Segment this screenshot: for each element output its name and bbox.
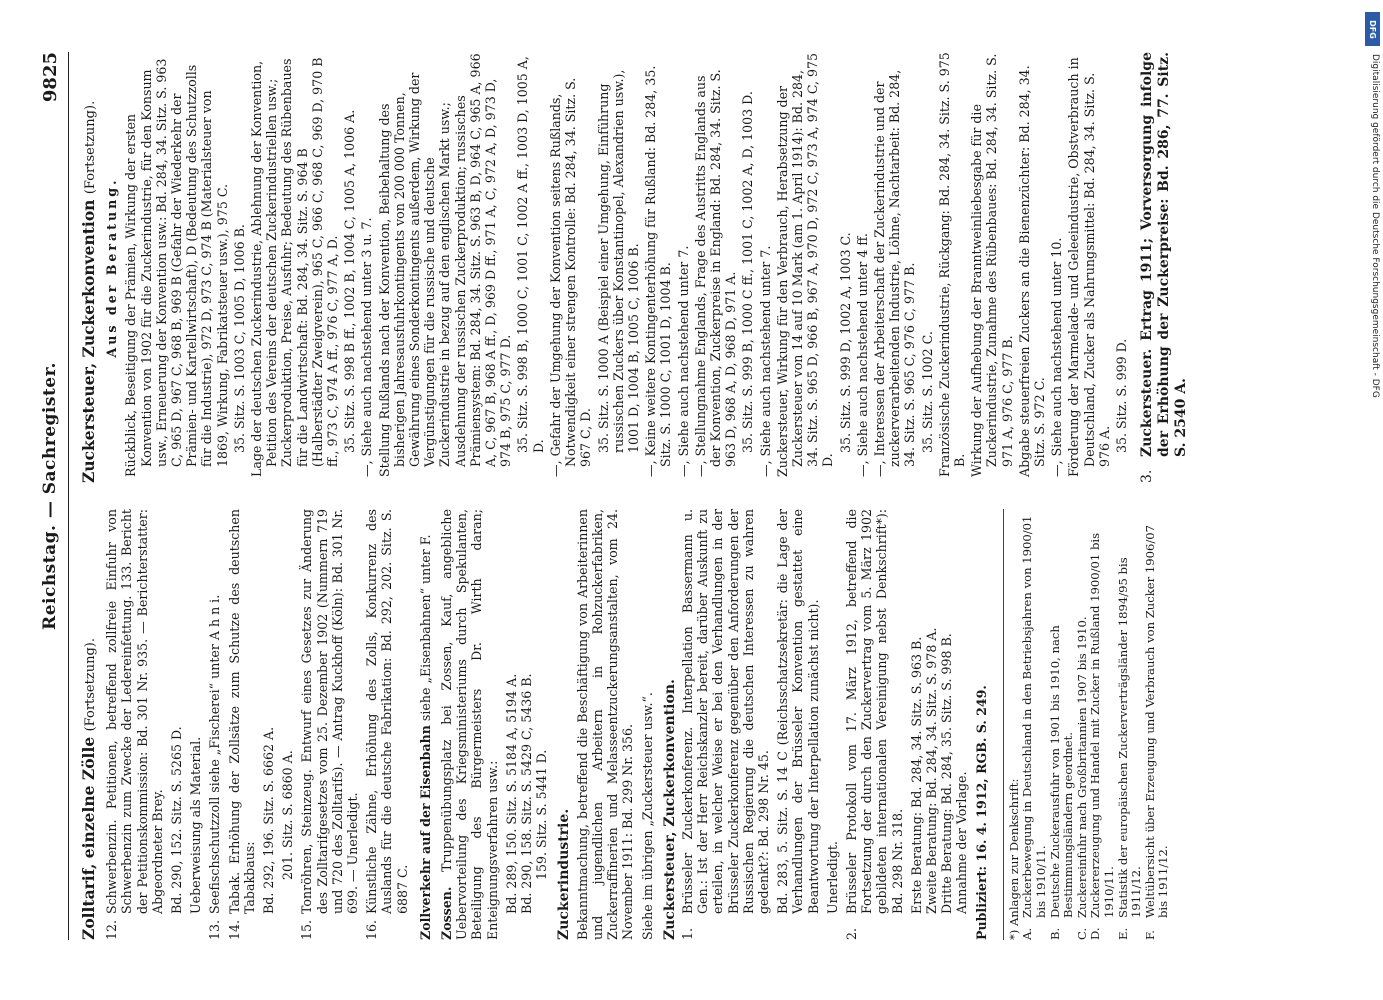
index-entry: Lage der deutschen Zuckerindustrie, Ablehnung der Konvention, Petition des Vereins der deutschen Zuckerindustriellen usw.; Zuckerproduktion, Preise, Ausfuhr; Bedeutung des Rübenbaues für die Landwirtschaft: Bd. 284, 34. Sitz. S. 964 B (Halberstädter Zweigverein), 965 C, 966 C, 968 C, 969 D, 970 B ff., 973 C, 974 A ff., 976 C, 977 A, D. <box>249 57 341 477</box>
index-entry: —, Stellungnahme Englands, Frage des Austritts Englands aus der Konvention, Zuckerpreise in England: Bd. 284, 34. Sitz. S. 963 D, 968 A, D, 968 D, 971 A. <box>692 69 739 477</box>
index-entry: —, Interessen der Arbeiterschaft der Zuckerindustrie und der zuckerverarbeitenden Industrie, Löhne, Nachtarbeit: Bd. 284, 34. Sitz. S. 965 C, 976 C, 977 B. <box>871 69 918 477</box>
dfg-logo-text: DFG <box>1368 19 1378 39</box>
index-entry: —, Siehe auch nachstehend unter 7. <box>757 245 773 477</box>
dfg-logo <box>1365 12 1380 46</box>
reference: 35. Sitz. S. 999 D, 1002 A, 1003 C. <box>837 232 853 453</box>
entry-text: Brüsseler Zuckerkonferenz. Interpellation Bassermann u. Gen.: Ist der Herr Reichskanzler bereit, darüber Auskunft zu erteilen, in welcher Weise er bei den Verhandlungen in der Brüsseler Zuckerkonferenz gegenüber den Anforderungen der Russischen Regierung die deutschen Interessen zu wahren gedenkt?: Bd. 298 Nr. 45. <box>679 509 771 914</box>
reference: 35. Sitz. S. 1003 C, 1005 D, 1006 B. <box>231 224 247 453</box>
entry-number: 1. <box>679 927 695 940</box>
reference: 35. Sitz. S. 998 B ff., 1002 B, 1004 C, 1005 A, 1006 A. <box>342 109 358 453</box>
reference: Annahme der Vorlage. <box>954 771 970 914</box>
entry-number: 3. <box>1139 469 1156 483</box>
page-number: 9825 <box>40 52 61 103</box>
reference: Zweite Beratung: Bd. 284, 34. Sitz. S. 978 A. <box>923 627 939 914</box>
zuckerindustrie-text: Bekanntmachung, betreffend die Beschäftigung von Arbeiterinnen und jugendlichen Arbeitern in Rohzuckerfabriken, Zuckerraffinerien und Melasseentzuckerungsanstalten, vom 24. November 1911: Bd. 299 Nr. 356. <box>574 509 636 940</box>
zuckersteuer-heading: Zuckersteuer, Zuckerkonvention. <box>661 679 678 940</box>
entry-text: Brüsseler Protokoll vom 17. März 1912, betreffend die Fortsetzung der durch den Zuckervertrag vom 5. März 1902 gebildeten internationalen Vereinigung nebst Denkschrift*): Bd. 298 Nr. 318. <box>843 509 905 914</box>
entry-number: 15. <box>299 919 315 940</box>
footnote-item <box>1021 509 1048 940</box>
footnote-text: Deutsche Zuckerausfuhr von 1901 bis 1910, nach Bestimmungsländern geordnet. <box>1047 625 1076 918</box>
entry-15 <box>299 509 360 940</box>
running-head-title: Reichstag. — Sachregister. <box>40 362 60 630</box>
footnote-text: Weltübersicht über Erzeugung und Verbrauch von Zucker 1906/07 bis 1911/12. <box>1142 524 1171 918</box>
reference: Bd. 283, 5. Sitz. S. 14 C (Reichsschatzsekretär: die Lage der Verhandlungen der Brüsseler Konvention gestattet eine Beantwortung der Interpellation zunächst nicht). <box>775 509 821 914</box>
subsection-heading: Aus der Beratung. <box>104 177 120 358</box>
reference: Unerledigt. <box>824 841 840 914</box>
index-entry: Rückblick, Beseitigung der Prämien, Wirkung der ersten Konvention von 1902 für die Zuckerindustrie, für den Konsum usw., Erneuerung der Konvention usw.: Bd. 284, 34. Sitz. S. 963 C, 965 D, 967 C, 968 B, 969 B (Gefahr der Wiederkehr der Prämien- und Kartellwirtschaft), D (Bedeutung des Schutzzolls für die Industrie), 972 D, 973 C, 974 B (Materialsteuer von 1869, Wirkung, Fabrikatsteuer usw.), 975 C. <box>123 58 230 477</box>
footnote-text: Zuckererzeugung und Handel mit Zucker in Rußland 1900/01 bis 1910/11. <box>1088 532 1116 918</box>
reference: Bd. 289, 150. Sitz. S. 5184 A, 5194 A. <box>503 673 519 914</box>
entry-text: Tonröhren, Steinzeug. Entwurf eines Gesetzes zur Änderung des Zolltarifgesetzes vom 25. Dezember 1902 (Nummern 719 und 720 des Zolltarifs). — Antrag Kuckhoff (Köln): Bd. 301 Nr. 699. — Unerledigt. <box>299 509 361 914</box>
digitization-note <box>1364 12 1380 988</box>
footnote-item <box>1144 509 1171 940</box>
index-entry: Französische Zuckerindustrie, Rückgang: Bd. 284, 34. Sitz. S. 975 B. <box>936 52 967 477</box>
index-entry: —, Siehe auch nachstehend unter 7. <box>675 245 691 477</box>
zuckerindustrie-see-also: Siehe im übrigen „Zuckersteuer usw.“. <box>639 692 655 940</box>
entry-number: 13. <box>207 919 223 940</box>
footnote <box>1003 509 1171 940</box>
footnote-letter: E. <box>1115 927 1130 940</box>
reference: Bd. 290, 152. Sitz. S. 5265 D. <box>169 726 185 914</box>
footnote-letter: C. <box>1074 927 1089 940</box>
zollverkehr-entry <box>418 509 433 940</box>
reference: 159. Sitz. S. 5441 D. <box>534 749 550 880</box>
index-entry: —, Siehe auch nachstehend unter 3 u. 7. <box>359 217 375 477</box>
reference: 35. Sitz. S. 1002 C. <box>919 331 935 453</box>
footnote-letter: A. <box>1020 927 1035 940</box>
zollverkehr-reference: siehe „Eisenbahnen“ unter F. <box>417 534 433 722</box>
zollverkehr-heading: Zollverkehr auf der Eisenbahn <box>417 725 433 940</box>
entry-1 <box>680 509 771 940</box>
footnote-letter: B. <box>1047 927 1062 940</box>
entry-text: Schwerbenzin. Petitionen, betreffend zollfreie Einfuhr von Schwerbenzin zum Zwecke der Ledereinfettung. 133. Bericht der Petitionskommission: Bd. 301 Nr. 935. — Berichterstatter: Abgeordneter Brey. <box>104 509 165 914</box>
zuckerindustrie-heading: Zuckerindustrie. <box>556 808 573 940</box>
footnote-title: *) Anlagen zur Denkschrift: <box>1006 778 1021 940</box>
entry-text: Seefischschutzzoll siehe „Fischerei“ unter A h n i. <box>207 594 223 914</box>
running-head <box>40 52 69 940</box>
index-entry: Stellung Rußlands nach der Konvention, Beibehaltung des bisherigen Jahresausfuhrkontingents von 200 000 Tonnen, Gewährung eines Sonderkontingents außerdem, Wirkung der Vergünstigungen für die russische und deutsche Zuckerindustrie in bezug auf den englischen Markt usw.; Ausdehnung der russischen Zuckerproduktion; russisches Prämiensystem: Bd. 284, 34. Sitz. S. 963 B, D, 964 C, 965 A, 966 A, C, 967 B, 968 A ff., D, 969 D ff., 971 A, C, 972 A, D, 973 D, 974 B, 975 C, 977 D. <box>376 53 514 477</box>
heading-continuation: (Fortsetzung). <box>83 100 98 195</box>
reference: 35. Sitz. S. 998 B, 1000 C, 1001 C, 1002 A ff., 1003 D, 1005 A, D. <box>515 56 546 453</box>
footnote-item <box>1117 509 1144 940</box>
entry-number: 12. <box>104 919 120 940</box>
digitization-credit: Digitalisierung gefördert durch die Deutsche Forschungsgemeinschaft - DFG <box>1370 54 1380 398</box>
heading-text: Zuckersteuer, Zuckerkonvention <box>79 199 98 483</box>
index-entry: Zuckersteuer, Wirkung für den Verbrauch, Herabsetzung der Zuckersteuer von 14 auf 10 Mark (am 1. April 1914): Bd. 284, 34. Sitz. S. 965 D, 966 B, 967 A, 970 D, 972 C, 973 A, 974 C, 975 D. <box>774 52 836 477</box>
entry-12 <box>104 509 165 940</box>
zossen-entry <box>439 509 500 940</box>
entry-14 <box>227 509 257 940</box>
section-heading <box>81 52 98 483</box>
entry-number: 16. <box>364 919 380 940</box>
right-column <box>79 52 1194 483</box>
reference: 35. Sitz. S. 999 B, 1000 C ff., 1001 C, 1002 A, D, 1003 D. <box>740 91 756 453</box>
entry-text: Tabak. Erhöhung der Zollsätze zum Schutze des deutschen Tabakbaus: <box>226 509 257 914</box>
footnote-letter: D. <box>1088 927 1103 940</box>
heading-text: Zolltarif, einzelne Zölle <box>79 736 98 940</box>
entry-16 <box>364 509 410 940</box>
reference: 35. Sitz. S. 1000 A (Beispiel einer Umgehung, Einführung russischen Zuckers über Konstantinopel, Alexandrien usw.), 1001 D, 1004 B, 1005 C, 1006 B. <box>595 69 641 453</box>
zossen-heading: Zossen. <box>439 886 455 940</box>
entry-text: Künstliche Zähne, Erhöhung des Zolls, Konkurrenz des Auslands für die deutsche Fabrikation: Bd. 292, 202. Sitz. S. 6887 C. <box>364 509 410 914</box>
reference: Ueberweisung als Material. <box>188 736 204 914</box>
reference: Bd. 290, 158. Sitz. S. 5429 C, 5436 B. <box>519 673 535 914</box>
reference: Erste Beratung: Bd. 284, 34. Sitz. S. 963 B. <box>908 636 924 914</box>
footnote-item <box>1049 509 1076 940</box>
footnote-item <box>1089 509 1116 940</box>
footnote-item <box>1076 509 1090 940</box>
entry-text: Zuckersteuer. Ertrag 1911; Vorversorgung infolge der Erhöhung der Zuckerpreise: Bd. 286, 77. Sitz. S. 2540 A. <box>1139 52 1190 457</box>
entry-2 <box>844 509 905 940</box>
entry-13 <box>207 509 222 940</box>
index-entry: —, Keine weitere Kontingenterhöhung für Rußland: Bd. 284, 35. Sitz. S. 1000 C, 1001 D, 1004 B. <box>643 65 674 477</box>
index-entry: Wirkung der Aufhebung der Branntweinliebesgabe für die Zuckerindustrie, Zunahme des Rübenbaues: Bd. 284, 34. Sitz. S. 971 A, 976 C, 977 B. <box>969 53 1015 477</box>
reference: 35. Sitz. S. 999 D. <box>1114 338 1129 453</box>
zossen-text: Truppenübungsplatz bei Zossen, Kauf, angebliche Uebervorteilung des Kriegsministeriums durch Spekulanten, Beteiligung des Bürgermeisters Dr. Wirth daran; Enteignungsverfahren usw.: <box>439 509 500 940</box>
left-column <box>79 509 1194 940</box>
index-entry: —, Siehe auch nachstehend unter 4 ff. <box>854 233 870 477</box>
footnote-text: Statistik der europäischen Zuckerverträgsländer 1894/95 bis 1911/12. <box>1115 557 1144 918</box>
reference: Bd. 292, 196. Sitz. S. 6662 A. <box>261 726 277 914</box>
index-entry: —, Siehe auch nachstehend unter 10. <box>1049 237 1065 477</box>
footnote-letter: F. <box>1142 930 1157 940</box>
footnote-text: Zuckereinfuhr nach Großbritannien 1907 bis 1910. <box>1074 616 1089 918</box>
reference: 201. Sitz. S. 6860 A. <box>280 750 296 880</box>
section-heading <box>81 509 98 940</box>
entry-3 <box>1139 52 1190 483</box>
publication-note: Publiziert: 16. 4. 1912, RGB. S. 249. <box>973 685 989 940</box>
entry-number: 14. <box>226 919 242 940</box>
index-entry: Förderung der Marmelade- und Geleeindustrie, Obstverbrauch in Deutschland, Zucker als Nahrungsmittel: Bd. 284, 34. Sitz. S. 976 A. <box>1066 57 1112 477</box>
footnote-text: Zuckerbewegung in Deutschland in den Betriebsjahren von 1900/01 bis 1910/11. <box>1020 515 1048 918</box>
index-entry: —, Gefahr der Umgehung der Konvention seitens Rußlands, Notwendigkeit einer strengen Kontrolle: Bd. 284, 34. Sitz. S. 967 C, D. <box>547 77 594 477</box>
index-entry: Abgabe steuerfreien Zuckers an die Bienenzüchter: Bd. 284, 34. Sitz. S. 972 C. <box>1016 65 1047 477</box>
entry-number: 2. <box>843 927 859 940</box>
heading-continuation: (Fortsetzung). <box>83 638 98 732</box>
reference: Dritte Beratung: Bd. 284, 35. Sitz. S. 998 B. <box>939 633 955 914</box>
